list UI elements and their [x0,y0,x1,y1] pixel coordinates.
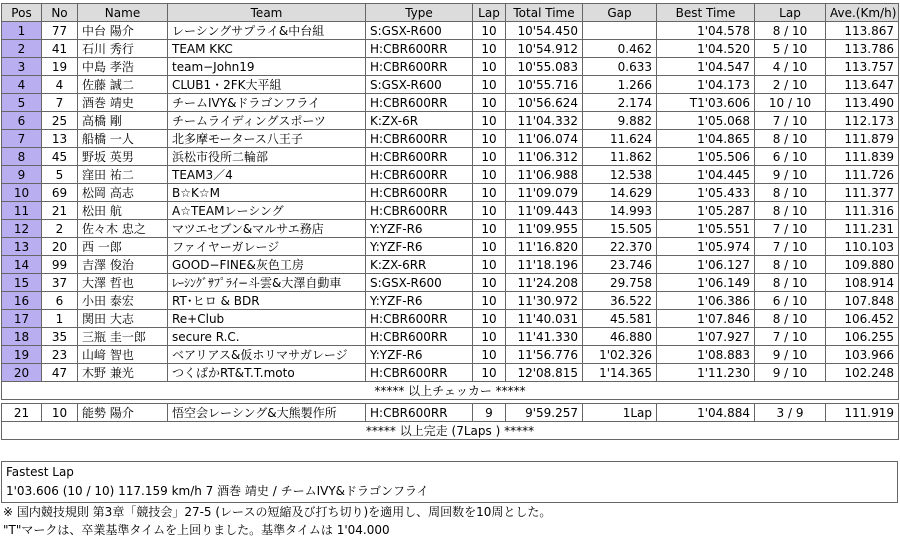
pos-cell: 19 [2,346,42,364]
total-time-cell: 11'24.208 [506,274,583,292]
name-cell: 野坂 英男 [78,148,168,166]
gap-cell: 2.174 [583,94,657,112]
total-time-cell: 10'55.716 [506,76,583,94]
type-cell: H:CBR600RR [366,130,473,148]
finish-row [2,422,899,440]
table-row [2,22,899,40]
classified-results [2,22,899,382]
team-cell: team−John19 [168,58,366,76]
gap-cell: 1.266 [583,76,657,94]
type-cell: Y:YZF-R6 [366,220,473,238]
best-lap-cell: 8 / 10 [755,310,826,328]
header-team: Team [168,4,366,22]
table-row [2,130,899,148]
best-lap-cell: 8 / 10 [755,184,826,202]
best-time-cell: 1'06.386 [657,292,755,310]
laps-cell: 10 [473,202,506,220]
gap-cell: 1'02.326 [583,346,657,364]
number-cell: 21 [42,202,78,220]
total-time-cell: 10'55.083 [506,58,583,76]
laps-cell: 10 [473,328,506,346]
team-cell: チームライディングスポーツ [168,112,366,130]
team-cell: ベアリアス&仮ホリマサガレージ [168,346,366,364]
table-row [2,364,899,382]
laps-cell: 10 [473,292,506,310]
header-gap: Gap [583,4,657,22]
total-time-cell: 10'54.912 [506,40,583,58]
team-cell: TEAM3／4 [168,166,366,184]
note-t-mark: "T"マークは、卒業基準タイムを上回りました。基準タイムは 1'04.000 [3,523,390,537]
best-lap-cell: 9 / 10 [755,346,826,364]
header-average-speed: Ave.(Km/h) [826,4,899,22]
type-cell: K:ZX-6RR [366,256,473,274]
laps-cell: 10 [473,256,506,274]
table-row [2,112,899,130]
gap-cell: 12.538 [583,166,657,184]
best-lap-cell: 7 / 10 [755,112,826,130]
name-cell: 酒巻 靖史 [78,94,168,112]
best-lap-cell: 8 / 10 [755,22,826,40]
best-time-cell: 1'08.883 [657,346,755,364]
pos-cell: 3 [2,58,42,76]
checker-section [2,382,899,404]
best-lap-cell: 9 / 10 [755,166,826,184]
footer [1,461,898,539]
type-cell: H:CBR600RR [366,310,473,328]
total-time-cell: 11'09.955 [506,220,583,238]
total-time-cell: 11'41.330 [506,328,583,346]
number-cell: 77 [42,22,78,40]
type-cell: H:CBR600RR [366,58,473,76]
type-cell: H:CBR600RR [366,94,473,112]
type-cell: H:CBR600RR [366,364,473,382]
number-cell: 19 [42,58,78,76]
name-cell: 佐々木 忠之 [78,220,168,238]
pos-cell: 4 [2,76,42,94]
laps-cell: 10 [473,238,506,256]
average-speed-cell: 113.757 [826,58,899,76]
laps-cell: 9 [473,404,506,422]
gap-cell: 45.581 [583,310,657,328]
gap-cell: 22.370 [583,238,657,256]
average-speed-cell: 107.848 [826,292,899,310]
average-speed-cell: 111.377 [826,184,899,202]
checker-row [2,382,899,400]
best-time-cell: T1'03.606 [657,94,755,112]
number-cell: 6 [42,292,78,310]
best-time-cell: 1'05.068 [657,112,755,130]
gap-cell: 29.758 [583,274,657,292]
best-lap-cell: 3 / 9 [755,404,826,422]
name-cell: 吉澤 俊治 [78,256,168,274]
laps-cell: 10 [473,112,506,130]
total-time-cell: 11'16.820 [506,238,583,256]
table-row [2,148,899,166]
best-time-cell: 1'05.551 [657,220,755,238]
best-lap-cell: 8 / 10 [755,274,826,292]
best-time-cell: 1'07.927 [657,328,755,346]
best-lap-cell: 2 / 10 [755,76,826,94]
table-row [2,346,899,364]
pos-cell: 16 [2,292,42,310]
type-cell: S:GSX-R600 [366,76,473,94]
laps-cell: 10 [473,346,506,364]
team-cell: TEAM KKC [168,40,366,58]
type-cell: H:CBR600RR [366,166,473,184]
gap-cell: 14.629 [583,184,657,202]
type-cell: Y:YZF-R6 [366,346,473,364]
laps-cell: 10 [473,310,506,328]
table-row [2,94,899,112]
gap-cell: 15.505 [583,220,657,238]
name-cell: 関田 大志 [78,310,168,328]
average-speed-cell: 103.966 [826,346,899,364]
total-time-cell: 11'56.776 [506,346,583,364]
total-time-cell: 11'06.312 [506,148,583,166]
laps-cell: 10 [473,220,506,238]
total-time-cell: 11'06.988 [506,166,583,184]
average-speed-cell: 113.867 [826,22,899,40]
table-row [2,238,899,256]
laps-cell: 10 [473,76,506,94]
laps-cell: 10 [473,274,506,292]
average-speed-cell: 113.786 [826,40,899,58]
pos-cell: 12 [2,220,42,238]
table-row [2,256,899,274]
total-time-cell: 11'04.332 [506,112,583,130]
name-cell: 能勢 陽介 [78,404,168,422]
best-time-cell: 1'04.865 [657,130,755,148]
best-time-cell: 1'04.520 [657,40,755,58]
pos-cell: 7 [2,130,42,148]
number-cell: 2 [42,220,78,238]
fastest-lap-box [1,461,898,503]
total-time-cell: 10'54.450 [506,22,583,40]
gap-cell: 11.624 [583,130,657,148]
pos-cell: 15 [2,274,42,292]
table-row [2,166,899,184]
gap-cell: 1'14.365 [583,364,657,382]
best-time-cell: 1'05.506 [657,148,755,166]
best-time-cell: 1'06.149 [657,274,755,292]
team-cell: 悟空会レーシング&大熊製作所 [168,404,366,422]
best-time-cell: 1'04.884 [657,404,755,422]
pos-cell: 18 [2,328,42,346]
laps-cell: 10 [473,94,506,112]
name-cell: 松岡 高志 [78,184,168,202]
name-cell: 高橋 剛 [78,112,168,130]
average-speed-cell: 110.103 [826,238,899,256]
number-cell: 47 [42,364,78,382]
type-cell: H:CBR600RR [366,148,473,166]
fastest-lap-detail: 1'03.606 (10 / 10) 117.159 km/h 7 酒巻 靖史 / チームIVY&ドラゴンフライ [6,484,429,498]
gap-cell: 1Lap [583,404,657,422]
pos-cell: 21 [2,404,42,422]
pos-cell: 13 [2,238,42,256]
best-lap-cell: 8 / 10 [755,256,826,274]
type-cell: H:CBR600RR [366,184,473,202]
table-row [2,220,899,238]
team-cell: RT･ヒロ & BDR [168,292,366,310]
best-lap-cell: 7 / 10 [755,328,826,346]
type-cell: S:GSX-R600 [366,274,473,292]
gap-cell: 0.462 [583,40,657,58]
name-cell: 西 一郎 [78,238,168,256]
gap-cell: 23.746 [583,256,657,274]
name-cell: 窪田 祐二 [78,166,168,184]
number-cell: 45 [42,148,78,166]
gap-cell [583,22,657,40]
pos-cell: 17 [2,310,42,328]
table-row [2,202,899,220]
best-time-cell: 1'05.974 [657,238,755,256]
table-row [2,310,899,328]
average-speed-cell: 102.248 [826,364,899,382]
average-speed-cell: 111.726 [826,166,899,184]
finish-section [2,422,899,440]
note-regulation: ※ 国内競技規則 第3章「競技会」27-5 (レースの短縮及び打ち切り)を適用し、周回数を10周とした。 [3,505,552,519]
table-row [2,292,899,310]
unclassified-results [2,404,899,422]
team-cell: マツエセブン&マルサエ務店 [168,220,366,238]
number-cell: 99 [42,256,78,274]
best-lap-cell: 7 / 10 [755,220,826,238]
table-row [2,404,899,422]
type-cell: Y:YZF-R6 [366,238,473,256]
pos-cell: 9 [2,166,42,184]
type-cell: H:CBR600RR [366,40,473,58]
results-table [1,3,899,440]
team-cell: レーシングサプライ&中台組 [168,22,366,40]
total-time-cell: 9'59.257 [506,404,583,422]
average-speed-cell: 113.490 [826,94,899,112]
best-time-cell: 1'11.230 [657,364,755,382]
gap-cell: 0.633 [583,58,657,76]
name-cell: 松田 航 [78,202,168,220]
team-cell: ﾚｰｼﾝｸﾞｻﾌﾟﾗｲ−斗雲&大澤自動車 [168,274,366,292]
laps-cell: 10 [473,58,506,76]
header-type: Type [366,4,473,22]
team-cell: ファイヤーガレージ [168,238,366,256]
best-time-cell: 1'06.127 [657,256,755,274]
average-speed-cell: 112.173 [826,112,899,130]
total-time-cell: 11'30.972 [506,292,583,310]
header-name: Name [78,4,168,22]
team-cell: 北多摩モータース八王子 [168,130,366,148]
gap-cell: 9.882 [583,112,657,130]
best-lap-cell: 6 / 10 [755,148,826,166]
best-lap-cell: 8 / 10 [755,130,826,148]
type-cell: H:CBR600RR [366,202,473,220]
number-cell: 69 [42,184,78,202]
best-time-cell: 1'05.433 [657,184,755,202]
name-cell: 中台 陽介 [78,22,168,40]
name-cell: 大澤 哲也 [78,274,168,292]
number-cell: 37 [42,274,78,292]
header-lap: Lap [473,4,506,22]
table-row [2,184,899,202]
gap-cell: 36.522 [583,292,657,310]
average-speed-cell: 111.316 [826,202,899,220]
name-cell: 木野 兼光 [78,364,168,382]
pos-cell: 11 [2,202,42,220]
name-cell: 三瓶 圭一郎 [78,328,168,346]
best-time-cell: 1'04.578 [657,22,755,40]
team-cell: GOOD−FINE&灰色工房 [168,256,366,274]
pos-cell: 8 [2,148,42,166]
name-cell: 佐藤 誠二 [78,76,168,94]
team-cell: チームIVY&ドラゴンフライ [168,94,366,112]
best-time-cell: 1'07.846 [657,310,755,328]
name-cell: 船橋 一人 [78,130,168,148]
number-cell: 5 [42,166,78,184]
average-speed-cell: 109.880 [826,256,899,274]
best-time-cell: 1'04.173 [657,76,755,94]
number-cell: 25 [42,112,78,130]
total-time-cell: 11'40.031 [506,310,583,328]
gap-cell: 46.880 [583,328,657,346]
laps-cell: 10 [473,148,506,166]
header-best-time: Best Time [657,4,755,22]
laps-cell: 10 [473,130,506,148]
table-row [2,40,899,58]
gap-cell: 11.862 [583,148,657,166]
name-cell: 小田 泰宏 [78,292,168,310]
laps-cell: 10 [473,22,506,40]
total-time-cell: 11'06.074 [506,130,583,148]
type-cell: Y:YZF-R6 [366,292,473,310]
team-cell: CLUB1・2FK大平組 [168,76,366,94]
best-lap-cell: 8 / 10 [755,202,826,220]
best-time-cell: 1'04.547 [657,58,755,76]
laps-cell: 10 [473,40,506,58]
header-row [2,4,899,22]
number-cell: 7 [42,94,78,112]
table-row [2,328,899,346]
pos-cell: 20 [2,364,42,382]
total-time-cell: 11'09.443 [506,202,583,220]
team-cell: secure R.C. [168,328,366,346]
name-cell: 石川 秀行 [78,40,168,58]
best-time-cell: 1'05.287 [657,202,755,220]
number-cell: 4 [42,76,78,94]
total-time-cell: 11'18.196 [506,256,583,274]
total-time-cell: 10'56.624 [506,94,583,112]
header-best-lap: Lap [755,4,826,22]
pos-cell: 6 [2,112,42,130]
best-time-cell: 1'04.445 [657,166,755,184]
pos-cell: 1 [2,22,42,40]
pos-cell: 5 [2,94,42,112]
average-speed-cell: 111.839 [826,148,899,166]
gap-cell: 14.993 [583,202,657,220]
finish-banner: ***** 以上完走 (7Laps ) ***** [2,422,899,440]
type-cell: S:GSX-R600 [366,22,473,40]
average-speed-cell: 106.255 [826,328,899,346]
laps-cell: 10 [473,166,506,184]
average-speed-cell: 113.647 [826,76,899,94]
number-cell: 41 [42,40,78,58]
average-speed-cell: 111.231 [826,220,899,238]
team-cell: A☆TEAMレーシング [168,202,366,220]
number-cell: 1 [42,310,78,328]
best-lap-cell: 9 / 10 [755,364,826,382]
header-pos: Pos [2,4,42,22]
best-lap-cell: 4 / 10 [755,58,826,76]
laps-cell: 10 [473,184,506,202]
table-row [2,58,899,76]
fastest-lap-label: Fastest Lap [6,465,74,479]
team-cell: B☆K☆M [168,184,366,202]
laps-cell: 10 [473,364,506,382]
total-time-cell: 12'08.815 [506,364,583,382]
number-cell: 10 [42,404,78,422]
total-time-cell: 11'09.079 [506,184,583,202]
average-speed-cell: 106.452 [826,310,899,328]
table-row [2,274,899,292]
name-cell: 山﨑 智也 [78,346,168,364]
pos-cell: 10 [2,184,42,202]
type-cell: H:CBR600RR [366,328,473,346]
type-cell: K:ZX-6R [366,112,473,130]
number-cell: 20 [42,238,78,256]
best-lap-cell: 6 / 10 [755,292,826,310]
table-row [2,76,899,94]
team-cell: Re+Club [168,310,366,328]
name-cell: 中島 孝浩 [78,58,168,76]
pos-cell: 14 [2,256,42,274]
best-lap-cell: 7 / 10 [755,238,826,256]
header-total-time: Total Time [506,4,583,22]
type-cell: H:CBR600RR [366,404,473,422]
best-lap-cell: 5 / 10 [755,40,826,58]
number-cell: 23 [42,346,78,364]
best-lap-cell: 10 / 10 [755,94,826,112]
checker-banner: ***** 以上チェッカー ***** [2,382,899,400]
team-cell: 浜松市役所二輪部 [168,148,366,166]
average-speed-cell: 111.919 [826,404,899,422]
number-cell: 13 [42,130,78,148]
pos-cell: 2 [2,40,42,58]
team-cell: つくばかRT&T.T.moto [168,364,366,382]
header-no: No [42,4,78,22]
number-cell: 35 [42,328,78,346]
average-speed-cell: 108.914 [826,274,899,292]
average-speed-cell: 111.879 [826,130,899,148]
